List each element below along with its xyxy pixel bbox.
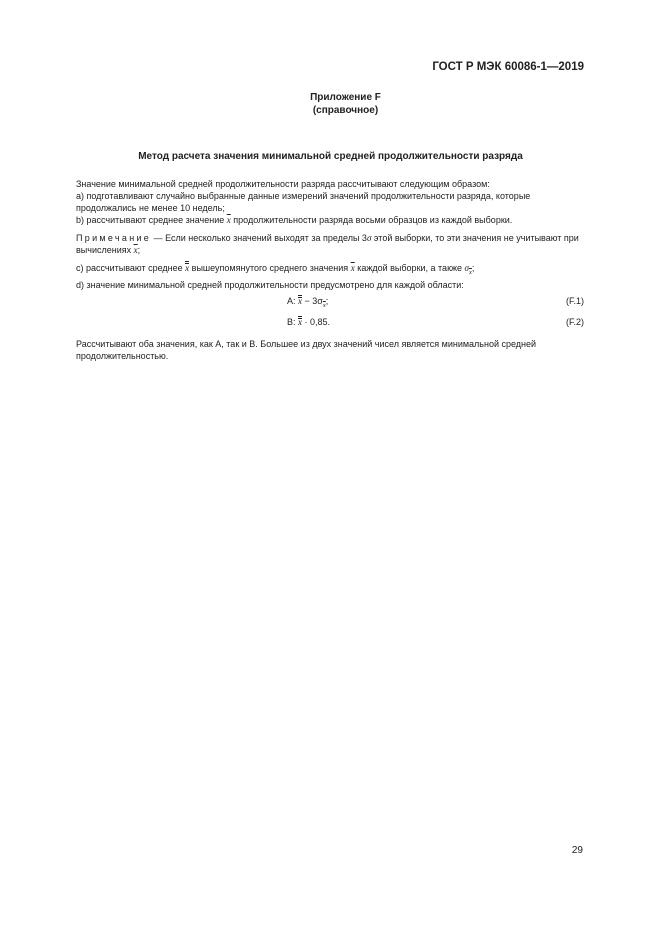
formula-f2-label: В: xyxy=(287,317,296,327)
item-c: с) рассчитывают среднее x вышеупомянутого среднего значения $\overline{x}$ каждой выборки, а также $\sigma_{\overline{x}}$; xyxy=(76,263,475,276)
item-b-prefix: b) рассчитывают среднее значение xyxy=(76,215,225,225)
sigma-symbol: σ xyxy=(366,233,372,243)
annex-title: Приложение F xyxy=(310,92,381,103)
formula-f2-tail: · 0,85. xyxy=(304,317,331,327)
x-double-bar-symbol: x xyxy=(298,317,303,327)
body-text xyxy=(76,178,584,291)
item-a: а) подготавливают случайно выбранные данные измерений значений продолжительности разряда, которые продолжались не менее 10 недель; xyxy=(76,191,531,213)
item-c-mid: вышеупомянутого среднего значения xyxy=(191,263,349,273)
formula-f2-number: (F.2) xyxy=(566,317,584,327)
item-b xyxy=(76,214,584,226)
standard-designation: ГОСТ Р МЭК 60086-1—2019 xyxy=(432,61,584,73)
note-text: — Если несколько значений выходят за пределы 3 xyxy=(153,233,367,243)
annex-kind: (справочное) xyxy=(312,105,379,116)
x-bar-symbol: $\overline{x}$ xyxy=(350,263,355,273)
x-bar-symbol: $\overline{x}$ xyxy=(133,245,138,255)
conclusion-block xyxy=(76,338,584,362)
intro-paragraph: Значение минимальной средней продолжительности разряда рассчитывают следующим образом: xyxy=(76,179,490,189)
x-double-bar-symbol: x xyxy=(298,296,303,306)
note-text-2: этой выборки, то эти значения не учитывают при вычислениях xyxy=(76,233,579,255)
formula-f1-number: (F.1) xyxy=(566,296,584,306)
formula-f2-expression xyxy=(287,317,330,327)
item-c-prefix: с) рассчитывают среднее xyxy=(76,263,183,273)
note-label: Примечание xyxy=(76,233,152,243)
item-d: d) значение минимальной средней продолжительности предусмотрено для каждой области: xyxy=(76,279,464,290)
conclusion-paragraph: Рассчитывают оба значения, как А, так и В. Большее из двух значений чисел является минимальной средней продолжительностью. xyxy=(76,339,537,361)
note: Примечание — Если несколько значений выходят за пределы 3σ этой выборки, то эти значения не учитывают при вычислениях $\overline{x}$; xyxy=(76,233,579,255)
formula-f1-end: ; xyxy=(325,296,329,306)
item-c-suffix: каждой выборки, а также xyxy=(357,263,463,273)
annex-block xyxy=(0,91,661,117)
formula-f1-label: А: xyxy=(287,296,296,306)
x-double-bar-symbol: x xyxy=(185,263,190,273)
x-bar-symbol: $\overline{x}$ xyxy=(226,215,231,225)
formula-f1-expression xyxy=(287,296,328,309)
sigma-x-bar-symbol: $\sigma_{\overline{x}}$ xyxy=(464,263,472,276)
section-heading: Метод расчета значения минимальной средней продолжительности разряда xyxy=(138,151,523,162)
formula-f1-tail: − 3σ xyxy=(304,296,323,306)
page-number: 29 xyxy=(571,845,583,856)
x-bar-subscript: x xyxy=(322,301,326,309)
item-b-suffix: продолжительности разряда восьми образцов из каждой выборки. xyxy=(233,215,513,225)
